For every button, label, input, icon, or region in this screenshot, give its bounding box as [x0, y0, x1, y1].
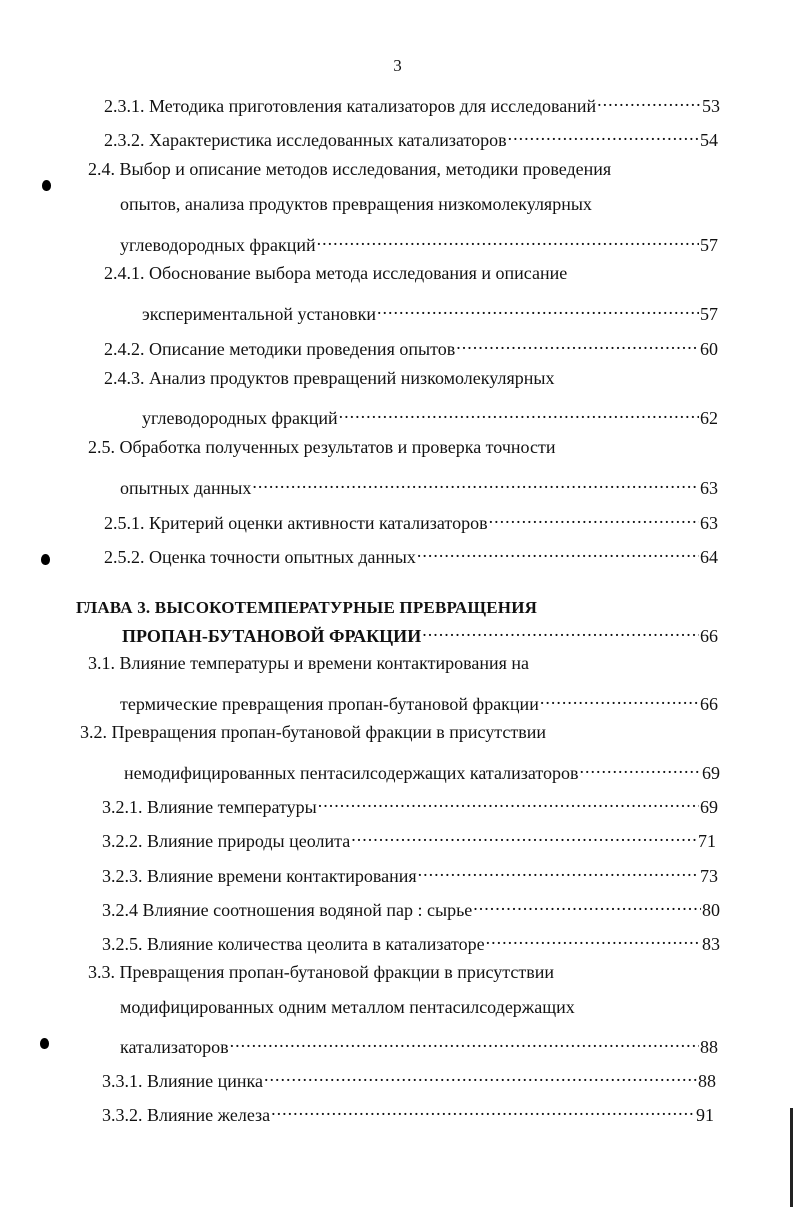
- toc-entry: [80, 720, 546, 744]
- toc-entry-page: 63: [700, 513, 718, 533]
- toc-entry: [88, 960, 554, 984]
- toc-entry: [102, 858, 718, 886]
- toc-entry-label: 2.4.2. Описание методики проведения опытов: [104, 339, 456, 359]
- toc-entry-label: опытных данных: [120, 478, 252, 498]
- toc-entry-label: немодифицированных пентасилсодержащих катализаторов: [124, 763, 579, 783]
- toc-entry-label: 3.1. Влияние температуры и времени контактирования на: [88, 653, 529, 673]
- dot-leader: [339, 400, 699, 424]
- toc-entry-page: 60: [700, 339, 718, 359]
- toc-entry-continuation: [142, 400, 718, 428]
- toc-entry-continuation: [124, 755, 720, 783]
- toc-entry-page: 66: [700, 694, 718, 714]
- scan-edge-shadow: [790, 1108, 793, 1207]
- chapter-heading-continuation: [122, 618, 718, 646]
- toc-entry-continuation: [120, 995, 575, 1019]
- dot-leader: [422, 618, 699, 642]
- toc-entry: [104, 539, 718, 567]
- toc-entry-continuation: [120, 1029, 718, 1057]
- toc-entry: [104, 331, 718, 359]
- dot-leader: [252, 470, 699, 494]
- toc-entry-label: 3.2.4 Влияние соотношения водяной пар : сырье: [102, 900, 473, 920]
- toc-entry: [88, 435, 555, 459]
- dot-leader: [489, 505, 699, 529]
- toc-entry-page: 64: [700, 547, 718, 567]
- toc-entry-page: 71: [698, 831, 716, 851]
- toc-entry-label: 3.3.2. Влияние железа: [102, 1105, 271, 1125]
- toc-entry-label: 3.2. Превращения пропан-бутановой фракции в присутствии: [80, 722, 546, 742]
- dot-leader: [508, 122, 699, 146]
- dot-leader: [351, 823, 697, 847]
- dot-leader: [377, 296, 699, 320]
- toc-entry-label: 3.2.3. Влияние времени контактирования: [102, 866, 417, 886]
- binding-hole-mark: [41, 554, 50, 565]
- toc-entry-page: 57: [700, 235, 718, 255]
- toc-entry-label: 2.5.2. Оценка точности опытных данных: [104, 547, 416, 567]
- toc-entry-label: опытов, анализа продуктов превращения низкомолекулярных: [120, 194, 592, 214]
- toc-entry: [104, 505, 718, 533]
- toc-entry: [102, 1063, 716, 1091]
- toc-entry-label: 2.3.2. Характеристика исследованных катализаторов: [104, 130, 507, 150]
- dot-leader: [418, 858, 699, 882]
- toc-entry: [102, 1097, 714, 1125]
- toc-entry-continuation: [120, 686, 718, 714]
- toc-entry-label: углеводородных фракций: [120, 235, 316, 255]
- dot-leader: [580, 755, 701, 779]
- toc-entry-label: ПРОПАН-БУТАНОВОЙ ФРАКЦИИ: [122, 626, 422, 646]
- toc-entry-label: 2.4. Выбор и описание методов исследования, методики проведения: [88, 159, 612, 179]
- toc-entry-label: 2.3.1. Методика приготовления катализаторов для исследований: [104, 96, 597, 116]
- toc-entry: [102, 892, 720, 920]
- toc-entry: [102, 823, 716, 851]
- toc-entry: [102, 926, 720, 954]
- dot-leader: [456, 331, 699, 355]
- toc-entry: [104, 366, 554, 390]
- dot-leader: [473, 892, 701, 916]
- toc-entry-label: модифицированных одним металлом пентасилсодержащих: [120, 997, 575, 1017]
- toc-entry-label: экспериментальной установки: [142, 304, 377, 324]
- toc-entry-page: 73: [700, 866, 718, 886]
- toc-entry-label: 3.2.2. Влияние природы цеолита: [102, 831, 351, 851]
- toc-entry-label: 2.5. Обработка полученных результатов и проверка точности: [88, 437, 556, 457]
- toc-entry-label: 2.4.1. Обоснование выбора метода исследования и описание: [104, 263, 568, 283]
- toc-entry-page: 80: [702, 900, 720, 920]
- page-number: 3: [393, 56, 402, 75]
- toc-entry-continuation: [142, 296, 718, 324]
- toc-entry-label: 3.2.1. Влияние температуры: [102, 797, 317, 817]
- dot-leader: [417, 539, 699, 563]
- toc-entry-page: 69: [700, 797, 718, 817]
- toc-entry: [88, 651, 529, 675]
- dot-leader: [271, 1097, 695, 1121]
- toc-entry-page: 83: [702, 934, 720, 954]
- toc-entry-page: 69: [702, 763, 720, 783]
- toc-entry: [88, 157, 611, 181]
- toc-entry-page: 88: [698, 1071, 716, 1091]
- toc-entry-page: 63: [700, 478, 718, 498]
- toc-entry-continuation: [120, 192, 592, 216]
- toc-entry-label: углеводородных фракций: [142, 408, 338, 428]
- toc-entry: [102, 789, 718, 817]
- toc-entry-label: 3.3.1. Влияние цинка: [102, 1071, 264, 1091]
- toc-entry-label: 3.2.5. Влияние количества цеолита в катализаторе: [102, 934, 485, 954]
- toc-entry-page: 91: [696, 1105, 714, 1125]
- toc-entry-continuation: [120, 227, 718, 255]
- toc-entry-page: 66: [700, 626, 718, 646]
- toc-entry-page: 88: [700, 1037, 718, 1057]
- dot-leader: [264, 1063, 697, 1087]
- dot-leader: [230, 1029, 699, 1053]
- binding-hole-mark: [42, 180, 51, 191]
- toc-entry: [104, 122, 718, 150]
- toc-entry: [104, 88, 720, 116]
- toc-entry-continuation: [120, 470, 718, 498]
- chapter-heading: ГЛАВА 3. ВЫСОКОТЕМПЕРАТУРНЫЕ ПРЕВРАЩЕНИЯ: [76, 598, 538, 617]
- dot-leader: [540, 686, 699, 710]
- toc-entry-page: 53: [702, 96, 720, 116]
- toc-entry-page: 62: [700, 408, 718, 428]
- dot-leader: [597, 88, 701, 112]
- dot-leader: [486, 926, 701, 950]
- toc-entry: [104, 261, 567, 285]
- dot-leader: [317, 227, 699, 251]
- toc-entry-label: катализаторов: [120, 1037, 229, 1057]
- toc-entry-page: 54: [700, 130, 718, 150]
- dot-leader: [318, 789, 699, 813]
- toc-entry-label: 2.5.1. Критерий оценки активности катализаторов: [104, 513, 488, 533]
- toc-entry-page: 57: [700, 304, 718, 324]
- toc-entry-label: 3.3. Превращения пропан-бутановой фракции в присутствии: [88, 962, 554, 982]
- binding-hole-mark: [40, 1038, 49, 1049]
- toc-entry-label: термические превращения пропан-бутановой фракции: [120, 694, 539, 714]
- toc-entry-label: 2.4.3. Анализ продуктов превращений низкомолекулярных: [104, 368, 555, 388]
